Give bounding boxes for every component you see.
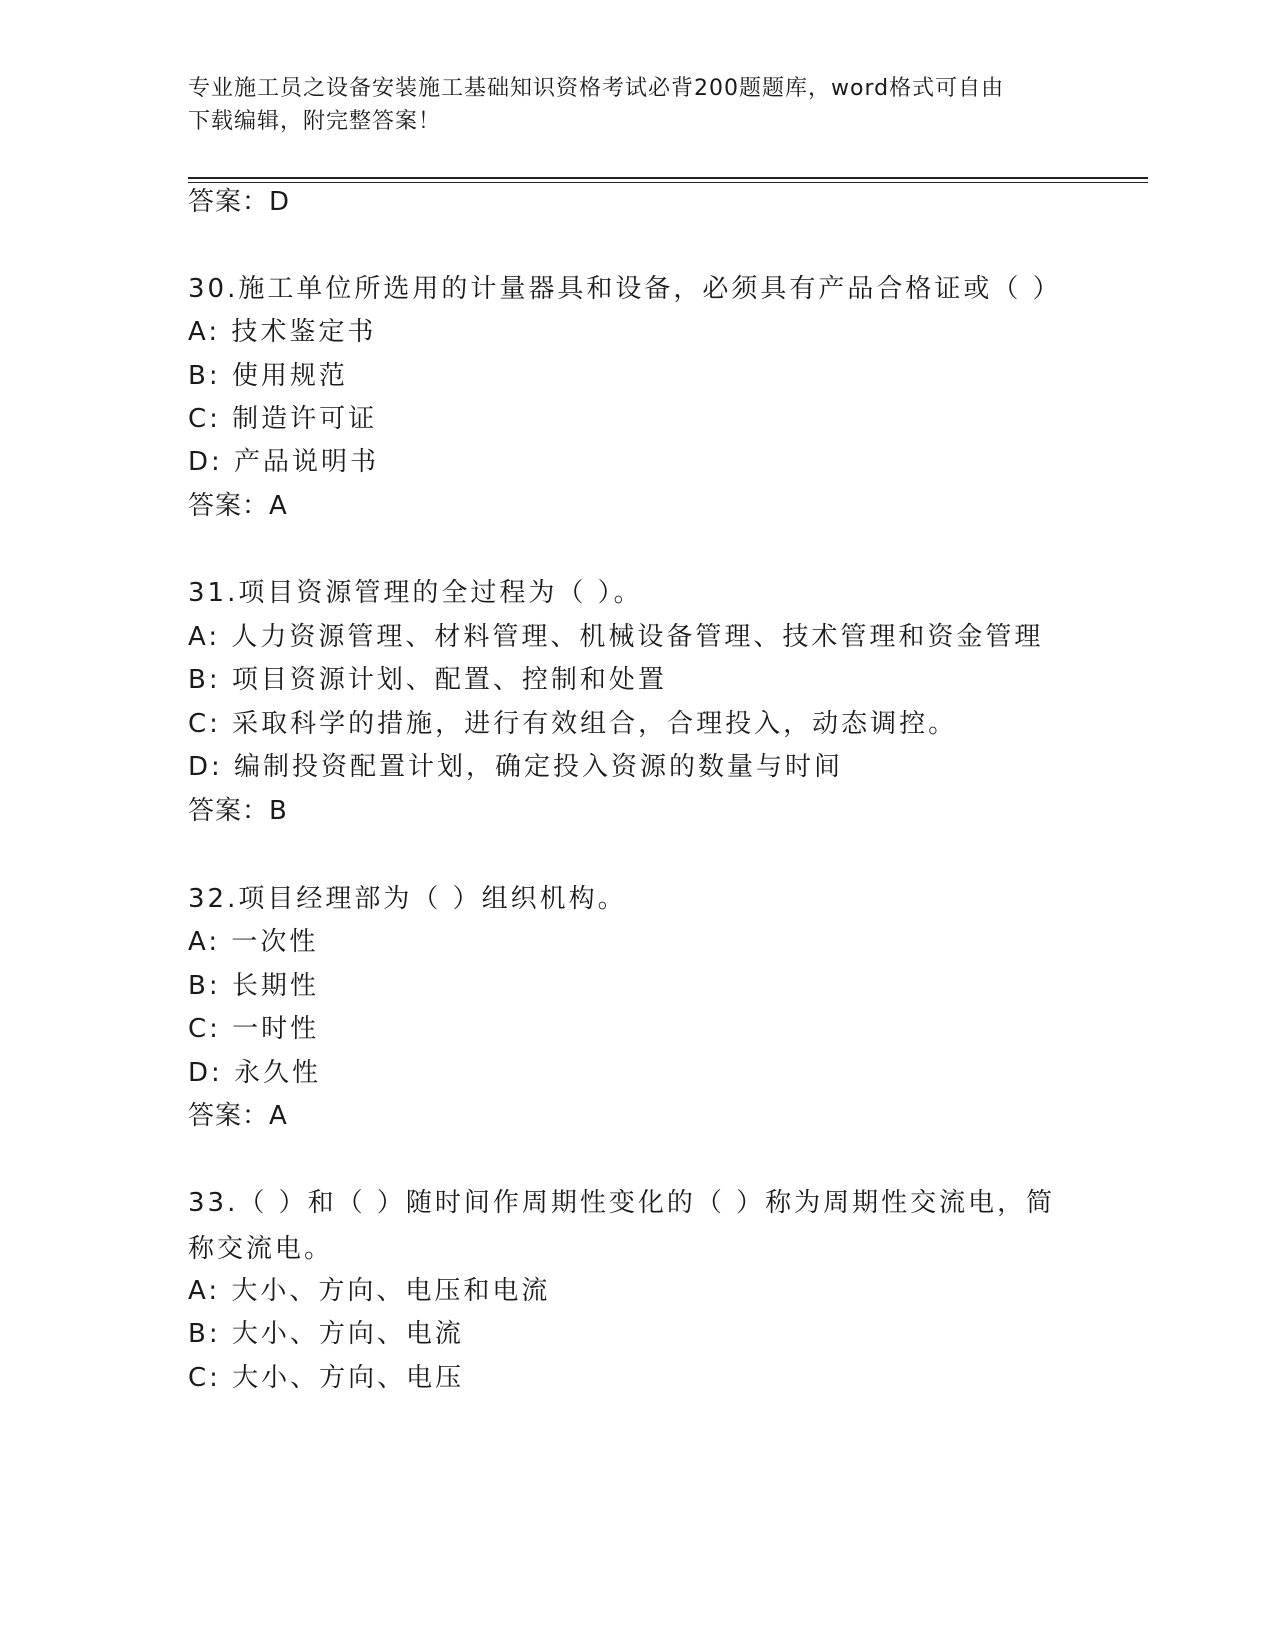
question-option: C: 制造许可证 bbox=[188, 404, 378, 434]
question-option: B: 长期性 bbox=[188, 971, 319, 1001]
header-rule-thin bbox=[188, 182, 1148, 183]
header-title-line2: 下载编辑，附完整答案！ bbox=[188, 109, 442, 134]
question-option: B: 大小、方向、电流 bbox=[188, 1319, 464, 1349]
question-answer: 答案：B bbox=[188, 796, 288, 826]
question-option: B: 使用规范 bbox=[188, 361, 348, 391]
question-option: D: 产品说明书 bbox=[188, 447, 380, 477]
question-option: A: 技术鉴定书 bbox=[188, 317, 377, 347]
question-stem: 31.项目资源管理的全过程为（ ）。 bbox=[188, 578, 643, 608]
question-answer: 答案：A bbox=[188, 491, 288, 521]
question-stem: 30.施工单位所选用的计量器具和设备，必须具有产品合格证或（ ） bbox=[188, 274, 1062, 304]
header-title-line1: 专业施工员之设备安装施工基础知识资格考试必背200题题库，word格式可自由 bbox=[188, 76, 1005, 101]
question-option: D: 编制投资配置计划，确定投入资源的数量与时间 bbox=[188, 752, 844, 782]
header-rule-thick bbox=[188, 177, 1148, 179]
question-stem: 33.（ ）和（ ）随时间作周期性变化的（ ）称为周期性交流电，简称交流电。 bbox=[188, 1188, 1056, 1264]
document-header bbox=[188, 72, 1088, 138]
question-option: C: 一时性 bbox=[188, 1014, 320, 1044]
question-stem: 32.项目经理部为（ ）组织机构。 bbox=[188, 884, 627, 914]
question-option: C: 采取科学的措施，进行有效组合，合理投入，动态调控。 bbox=[188, 709, 958, 739]
question-option: D: 永久性 bbox=[188, 1058, 322, 1088]
previous-answer: 答案：D bbox=[188, 187, 291, 217]
question-option: A: 人力资源管理、材料管理、机械设备管理、技术管理和资金管理 bbox=[188, 622, 1044, 652]
question-answer: 答案：A bbox=[188, 1101, 288, 1131]
question-option: A: 大小、方向、电压和电流 bbox=[188, 1276, 551, 1306]
question-option: C: 大小、方向、电压 bbox=[188, 1363, 465, 1393]
question-option: B: 项目资源计划、配置、控制和处置 bbox=[188, 665, 667, 695]
question-option: A: 一次性 bbox=[188, 927, 319, 957]
